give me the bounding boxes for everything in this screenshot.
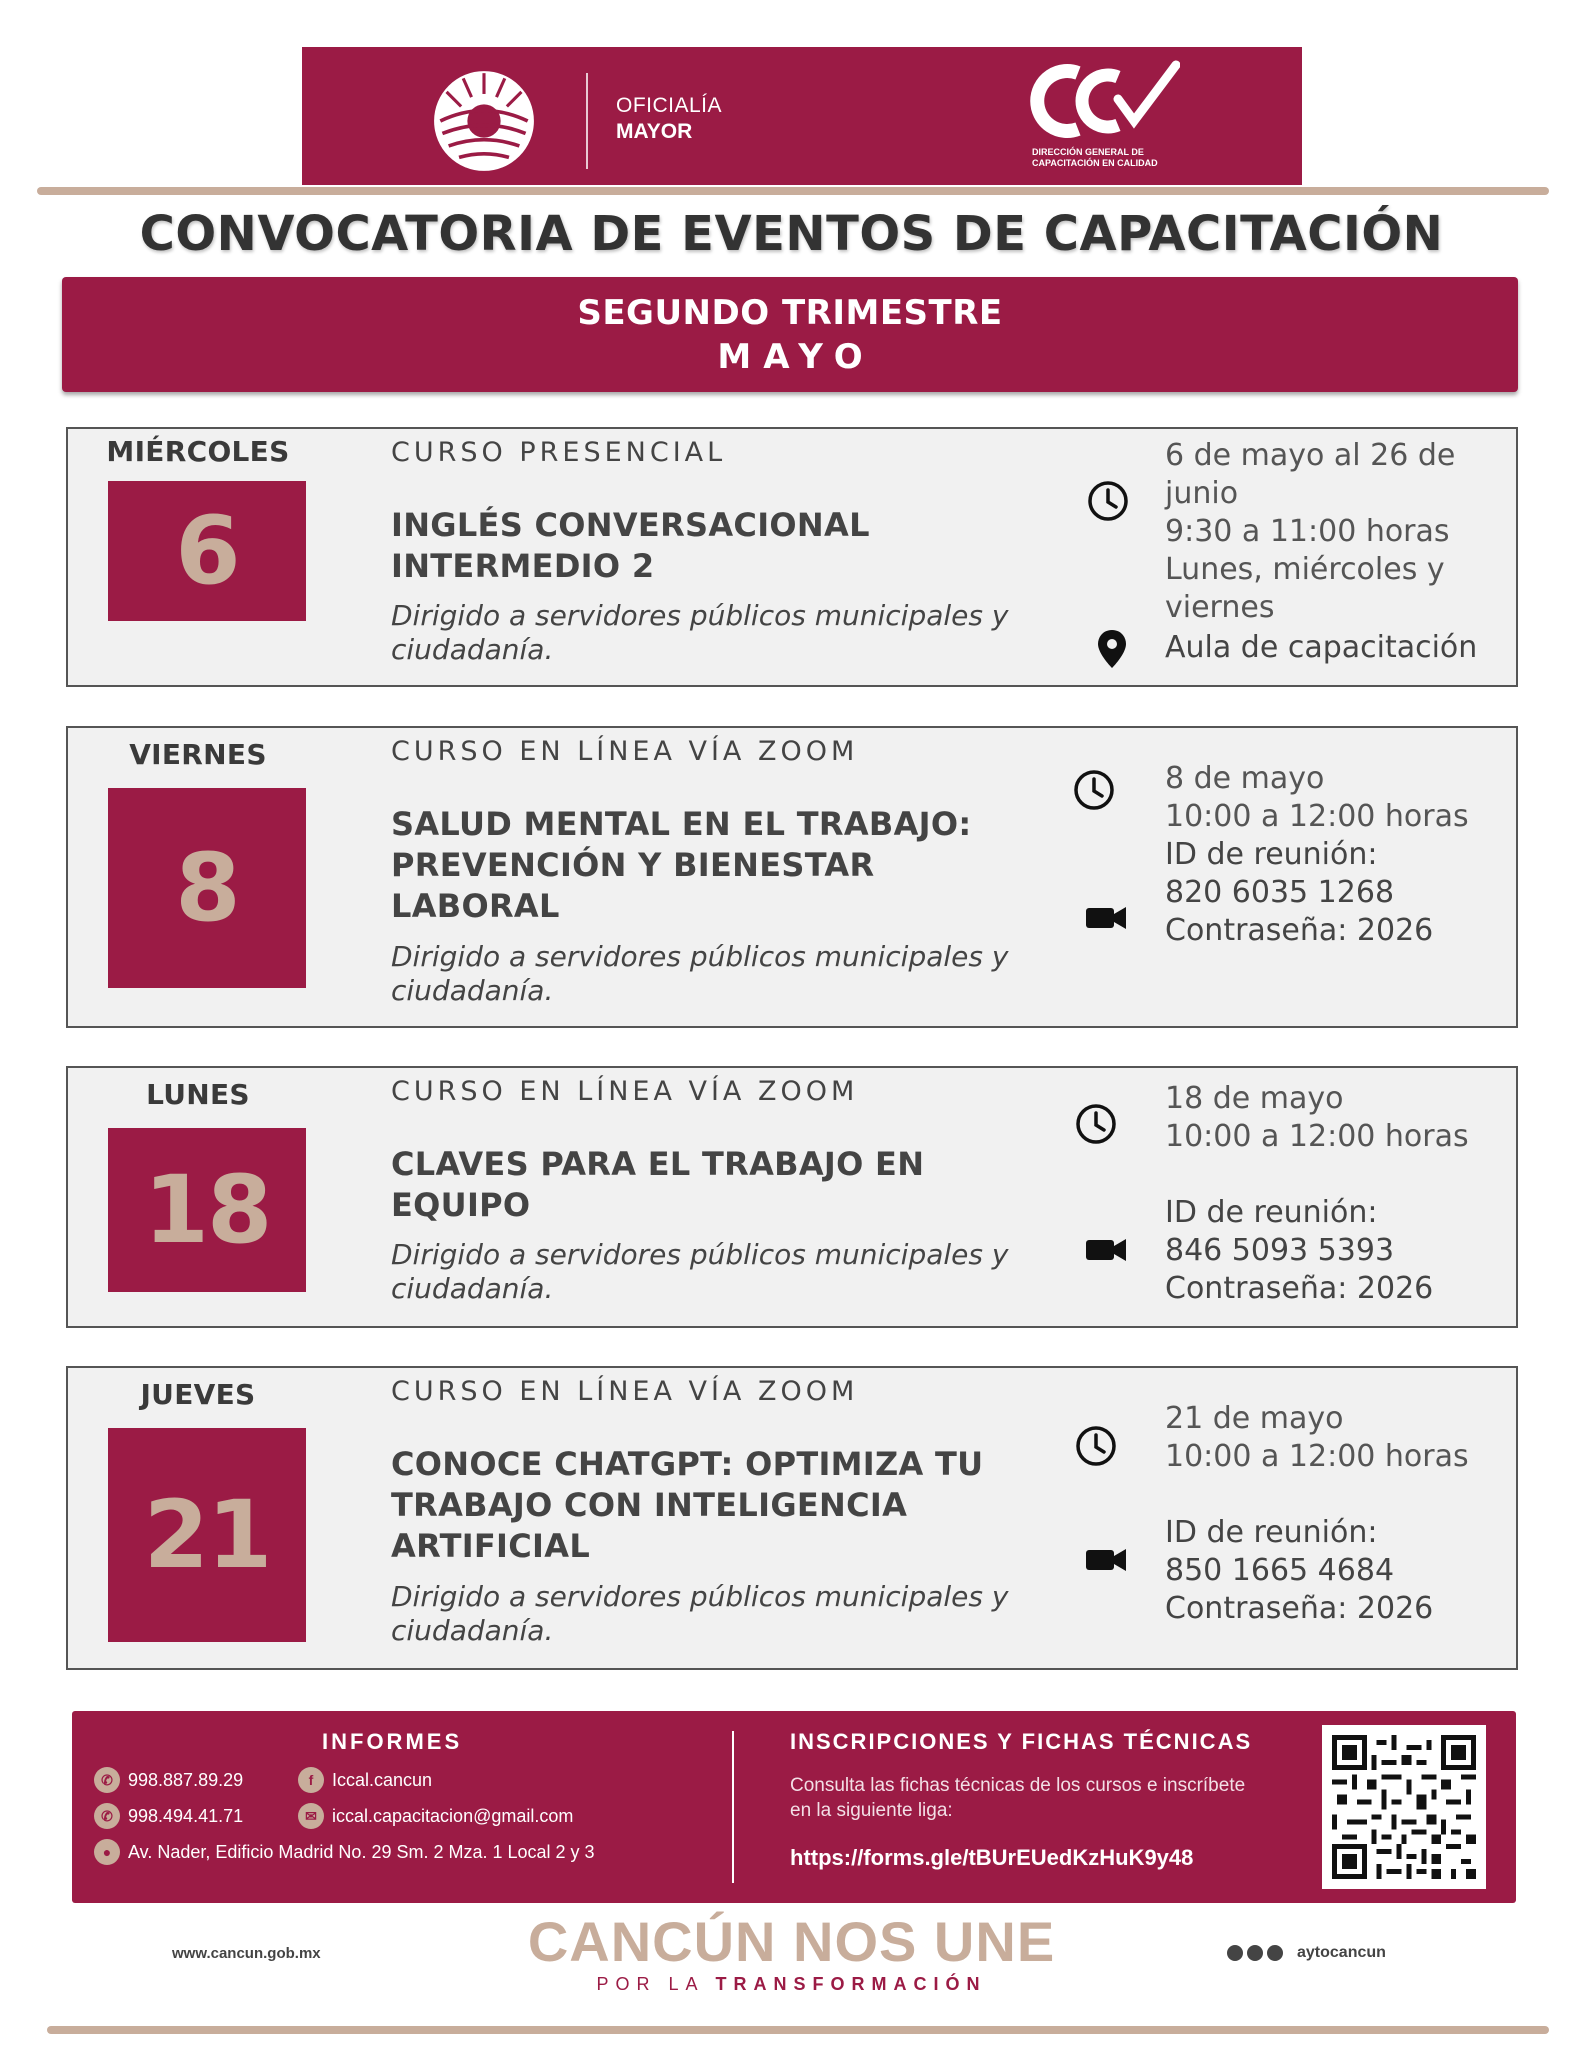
clock-icon [1086,479,1130,523]
website-link[interactable]: www.cancun.gob.mx [172,1945,321,1962]
phone-row-1 [94,1767,243,1793]
quarter-banner [62,277,1518,392]
event-day-box [108,1428,306,1642]
ccv-caption: DIRECCIÓN GENERAL DE CAPACITACIÓN EN CALIDAD [1032,147,1158,168]
event-day-name: VIERNES [129,738,267,771]
footer-contact-band [72,1711,1516,1903]
event-card-1 [66,427,1518,687]
event-course-title: SALUD MENTAL EN EL TRABAJO: PREVENCIÓN Y BIENESTAR LABORAL [391,805,972,925]
oficialia-line1: OFICIALÍA [616,94,723,117]
x-icon[interactable] [1267,1945,1283,1961]
clock-icon [1072,768,1116,812]
clock-icon [1074,1424,1118,1468]
event-audience: Dirigido a servidores públicos municipales y ciudadanía. [391,940,1009,1007]
event-schedule: 21 de mayo 10:00 a 12:00 horas [1165,1401,1469,1474]
slogan-main: CANCÚN NOS UNE [527,1910,1056,1973]
event-audience: Dirigido a servidores públicos municipales y ciudadanía. [391,1580,1009,1647]
event-course-title: CONOCE CHATGPT: OPTIMIZA TU TRABAJO CON INTELIGENCIA ARTIFICIAL [391,1445,984,1565]
event-course-type: CURSO EN LÍNEA VÍA ZOOM [391,1076,859,1107]
event-schedule: 6 de mayo al 26 de junio 9:30 a 11:00 horas Lunes, miércoles y viernes [1165,438,1456,625]
event-course-type: CURSO EN LÍNEA VÍA ZOOM [391,736,859,767]
event-meeting-info: ID de reunión: 820 6035 1268 Contraseña: 2026 [1165,837,1434,948]
event-audience: Dirigido a servidores públicos municipales y ciudadanía. [391,599,1009,666]
social-links [1227,1944,1386,1962]
event-day-box [108,1128,306,1292]
slogan-sub [0,1974,1583,1995]
address-row [94,1839,595,1865]
event-audience: Dirigido a servidores públicos municipales y ciudadanía. [391,1238,1009,1305]
event-day-name: LUNES [146,1078,250,1111]
location-pin-icon: ● [94,1839,120,1865]
event-day-name: JUEVES [140,1378,256,1411]
facebook-handle[interactable]: Iccal.cancun [332,1769,433,1790]
event-schedule: 8 de mayo 10:00 a 12:00 horas [1165,761,1469,834]
event-meeting-info: ID de reunión: 850 1665 4684 Contraseña: 2026 [1165,1515,1434,1626]
event-course-title: INGLÉS CONVERSACIONAL INTERMEDIO 2 [391,506,870,585]
informes-title: INFORMES [322,1729,463,1754]
instagram-icon[interactable] [1247,1945,1263,1961]
bottom-divider [47,2026,1549,2034]
footer-divider [732,1731,734,1883]
qr-code[interactable] [1322,1725,1486,1889]
cancun-sun-logo-icon [432,69,536,173]
ccv-logo-icon [1030,59,1180,143]
facebook-icon[interactable] [1227,1945,1243,1961]
event-day-number: 18 [143,1155,271,1265]
event-location: Aula de capacitación [1165,630,1478,665]
phone-row-2 [94,1803,243,1829]
phone-icon: ✆ [94,1767,120,1793]
month-label: MAYO [717,337,875,377]
video-camera-icon [1084,1538,1128,1582]
event-day-box [108,481,306,621]
event-day-box [108,788,306,988]
event-meeting-info: ID de reunión: 846 5093 5393 Contraseña: 2026 [1165,1195,1434,1306]
slogan-sub-b: TRANSFORMACIÓN [715,1974,987,1994]
quarter-label: SEGUNDO TRIMESTRE [577,293,1003,333]
event-course-type: CURSO PRESENCIAL [391,437,727,468]
oficialia-mayor-label [616,93,722,145]
registration-link[interactable]: https://forms.gle/tBUrEUedKzHuK9y48 [790,1845,1194,1870]
header-divider [586,73,588,169]
event-card-4 [66,1366,1518,1670]
inscriptions-description: Consulta las fichas técnicas de los cursos e inscríbete en la siguiente liga: [790,1775,1246,1821]
oficialia-line2: MAYOR [616,120,693,143]
event-day-number: 6 [175,496,239,606]
qr-code-icon [1332,1735,1476,1879]
video-camera-icon [1084,896,1128,940]
slogan-sub-a: POR LA [596,1974,704,1994]
event-course-type: CURSO EN LÍNEA VÍA ZOOM [391,1376,859,1407]
inscriptions-title: INSCRIPCIONES Y FICHAS TÉCNICAS [790,1729,1253,1754]
email-address[interactable]: iccal.capacitacion@gmail.com [332,1805,574,1826]
event-course-title: CLAVES PARA EL TRABAJO EN EQUIPO [391,1145,925,1224]
email-row [298,1803,573,1829]
clock-icon [1074,1102,1118,1146]
event-card-2 [66,726,1518,1028]
facebook-icon: f [298,1767,324,1793]
page-title: CONVOCATORIA DE EVENTOS DE CAPACITACIÓN [139,206,1444,262]
facebook-row [298,1767,432,1793]
event-day-name: MIÉRCOLES [106,435,290,468]
phone-number-1: 998.887.89.29 [128,1769,244,1790]
event-day-number: 8 [175,833,239,943]
social-handle[interactable]: aytocancun [1297,1944,1386,1961]
event-day-number: 21 [143,1480,271,1590]
address-text: Av. Nader, Edificio Madrid No. 29 Sm. 2 Mza. 1 Local 2 y 3 [128,1841,595,1862]
whatsapp-icon: ✆ [94,1803,120,1829]
top-divider [37,187,1549,195]
event-schedule: 18 de mayo 10:00 a 12:00 horas [1165,1081,1469,1154]
email-icon: ✉ [298,1803,324,1829]
event-card-3 [66,1066,1518,1328]
video-camera-icon [1084,1228,1128,1272]
location-pin-icon [1090,627,1134,671]
phone-number-2: 998.494.41.71 [128,1805,244,1826]
header-banner [302,47,1302,185]
